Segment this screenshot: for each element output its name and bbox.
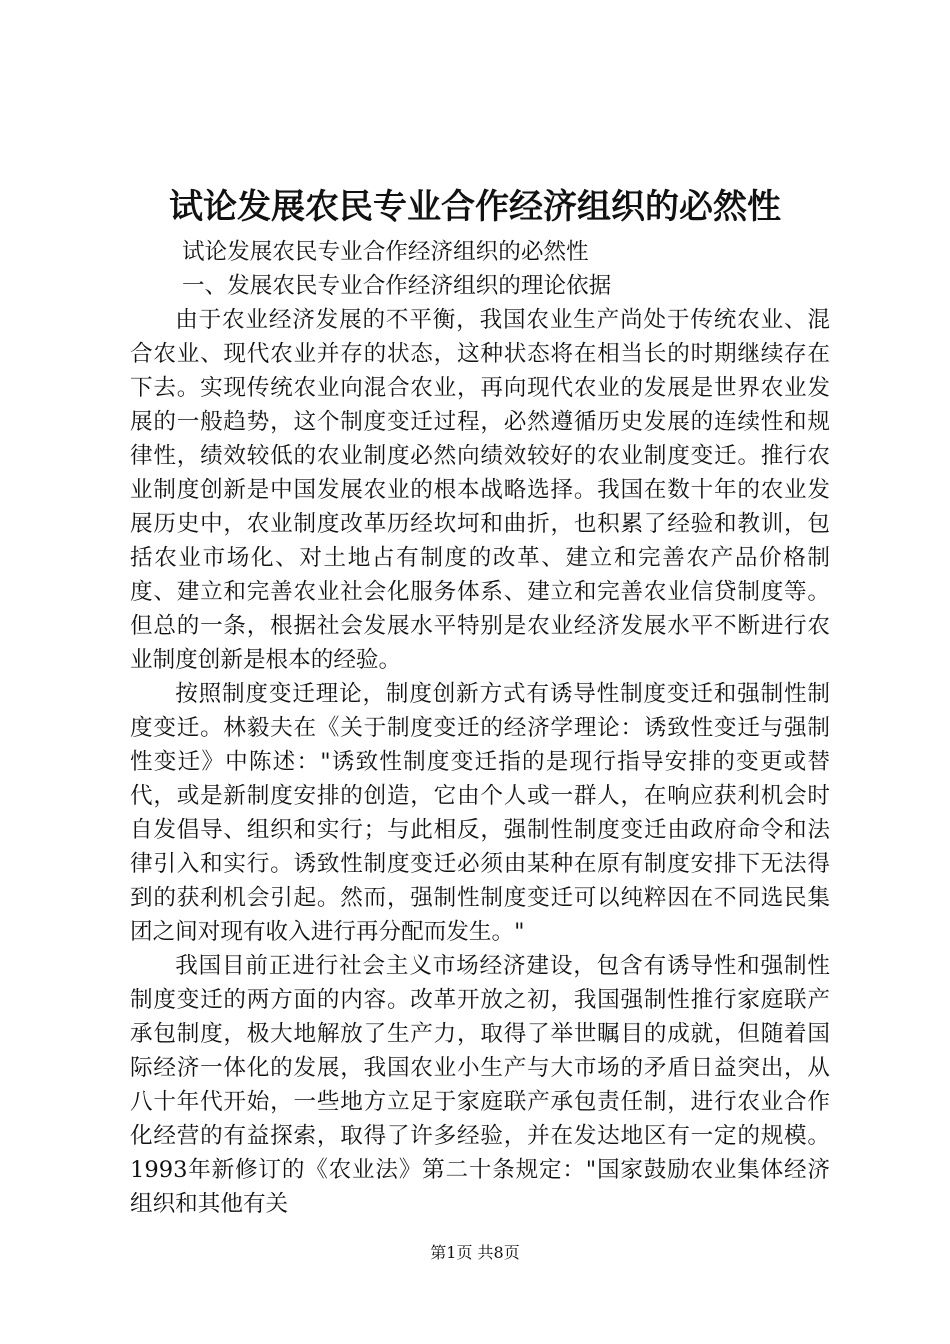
paragraph: 由于农业经济发展的不平衡，我国农业生产尚处于传统农业、混合农业、现代农业并存的状态，这种状态将在相当长的时期继续存在下去。实现传统农业向混合农业，再向现代农业的发展是世界农业发展的一般趋势，这个制度变迁过程，必然遵循历史发展的连续性和规律性，绩效较低的农业制度必然向绩效较好的农业制度变迁。推行农业制度创新是中国发展农业的根本战略选择。我国在数十年的农业发展历史中，农业制度改革历经坎坷和曲折，也积累了经验和教训，包括农业市场化、对土地占有制度的改革、建立和完善农产品价格制度、建立和完善农业社会化服务体系、建立和完善农业信贷制度等。但总的一条，根据社会发展水平特别是农业经济发展水平不断进行农业制度创新是根本的经验。 [130, 307, 830, 673]
subtitle-line: 试论发展农民专业合作经济组织的必然性 [181, 239, 589, 265]
document-body [130, 235, 830, 1221]
paragraph: 按照制度变迁理论，制度创新方式有诱导性制度变迁和强制性制度变迁。林毅夫在《关于制度变迁的经济学理论：诱致性变迁与强制性变迁》中陈述："诱致性制度变迁指的是现行指导安排的变更或替代，或是新制度安排的创造，它由个人或一群人，在响应获利机会时自发倡导、组织和实行；与此相反，强制性制度变迁由政府命令和法律引入和实行。诱致性制度变迁必须由某种在原有制度安排下无法得到的获利机会引起。然而，强制性制度变迁可以纯粹因在不同选民集团之间对现有收入进行再分配而发生。" [130, 681, 830, 945]
page-footer: 第1页 共8页 [430, 1243, 520, 1262]
section-heading: 一、发展农民专业合作经济组织的理论依据 [181, 273, 612, 299]
document-title: 试论发展农民专业合作经济组织的必然性 [169, 187, 781, 227]
paragraph: 我国目前正进行社会主义市场经济建设，包含有诱导性和强制性制度变迁的两方面的内容。改革开放之初，我国强制性推行家庭联产承包制度，极大地解放了生产力，取得了举世瞩目的成就，但随着国际经济一体化的发展，我国农业小生产与大市场的矛盾日益突出，从八十年代开始，一些地方立足于家庭联产承包责任制，进行农业合作化经营的有益探索，取得了许多经验，并在发达地区有一定的规模。1993年新修订的《农业法》第二十条规定："国家鼓励农业集体经济组织和其他有关 [130, 953, 830, 1217]
